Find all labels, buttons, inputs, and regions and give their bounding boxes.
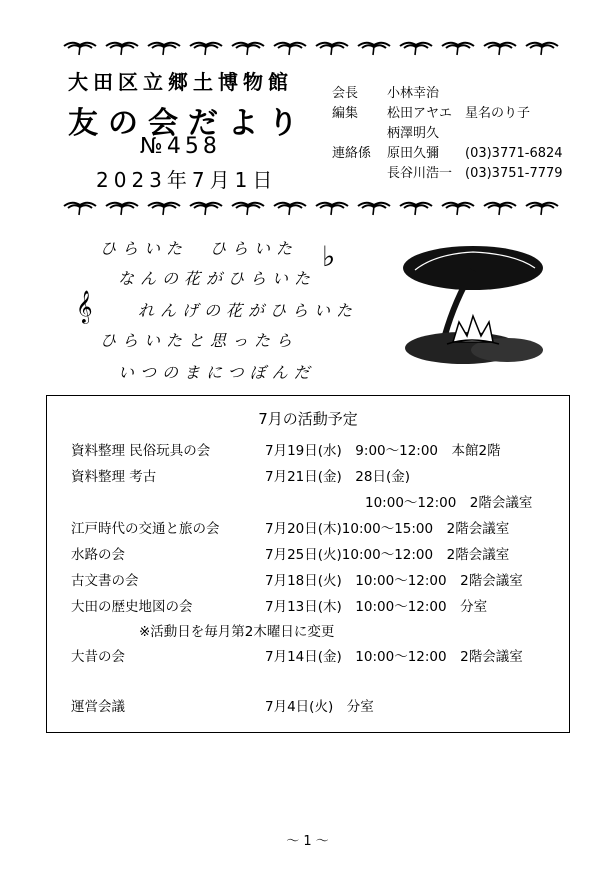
issue-number: №458 — [140, 134, 221, 159]
issue-date: 2023年7月1日 — [96, 168, 278, 192]
schedule-row-note: ※活動日を毎月第2木曜日に変更 — [139, 624, 335, 640]
poem-line: ひらいたと思ったら — [100, 331, 299, 350]
treble-clef-icon: 𝄞 — [76, 290, 93, 323]
staff-name: 松田アヤエ 星名のり子 — [387, 106, 531, 121]
schedule-row-detail: 7月25日(火)10:00～12:00 2階会議室 — [265, 547, 510, 563]
staff-role: 会長 — [332, 86, 359, 101]
schedule-row-name: 江戸時代の交通と旅の会 — [71, 521, 220, 537]
staff-name: 柄澤明久 — [387, 126, 440, 141]
poem-line: なんの花がひらいた — [118, 269, 317, 288]
staff-role: 連絡係 — [332, 146, 372, 161]
palm-tree-border-icon — [60, 40, 560, 56]
staff-role: 編集 — [332, 106, 359, 121]
schedule-row-name: 大田の歴史地図の会 — [71, 599, 193, 615]
lotus-icon — [395, 240, 555, 370]
schedule-title: 7月の活動予定 — [258, 410, 358, 428]
schedule-row-detail: 7月20日(木)10:00～15:00 2階会議室 — [265, 521, 510, 537]
palm-tree-border-icon — [60, 200, 560, 216]
schedule-row-detail: 7月18日(火) 10:00～12:00 2階会議室 — [265, 573, 523, 589]
schedule-row-name: 運営会議 — [71, 699, 125, 715]
schedule-row-detail: 10:00～12:00 2階会議室 — [365, 495, 533, 511]
schedule-row-detail: 7月21日(金) 28日(金) — [265, 469, 411, 485]
poem-line: れんげの花がひらいた — [138, 301, 359, 320]
flat-icon: ♭ — [322, 240, 336, 273]
schedule-row-detail: 7月14日(金) 10:00～12:00 2階会議室 — [265, 649, 523, 665]
schedule-box — [46, 395, 570, 733]
schedule-row-detail: 7月4日(火) 分室 — [265, 699, 374, 715]
staff-name: 原田久彌 (03)3771-6824 — [387, 146, 563, 161]
poem-line: ひらいた ひらいた — [100, 239, 299, 258]
schedule-row-name: 古文書の会 — [71, 573, 139, 589]
schedule-row-name: 資料整理 考古 — [71, 469, 157, 485]
newsletter-title: 友の会だより — [68, 106, 308, 141]
page-number: ～ 1 ～ — [286, 834, 329, 849]
schedule-row-name: 資料整理 民俗玩具の会 — [71, 443, 211, 459]
schedule-row-name: 大昔の会 — [71, 649, 125, 665]
staff-name: 小林幸治 — [387, 86, 440, 101]
org-name: 大田区立郷土博物館 — [68, 70, 293, 94]
schedule-row-detail: 7月19日(水) 9:00～12:00 本館2階 — [265, 443, 501, 459]
schedule-row-name: 水路の会 — [71, 547, 125, 563]
poem-line: いつのまにつぼんだ — [118, 363, 316, 382]
schedule-row-detail: 7月13日(木) 10:00～12:00 分室 — [265, 599, 488, 615]
staff-name: 長谷川浩一 (03)3751-7779 — [387, 166, 563, 181]
